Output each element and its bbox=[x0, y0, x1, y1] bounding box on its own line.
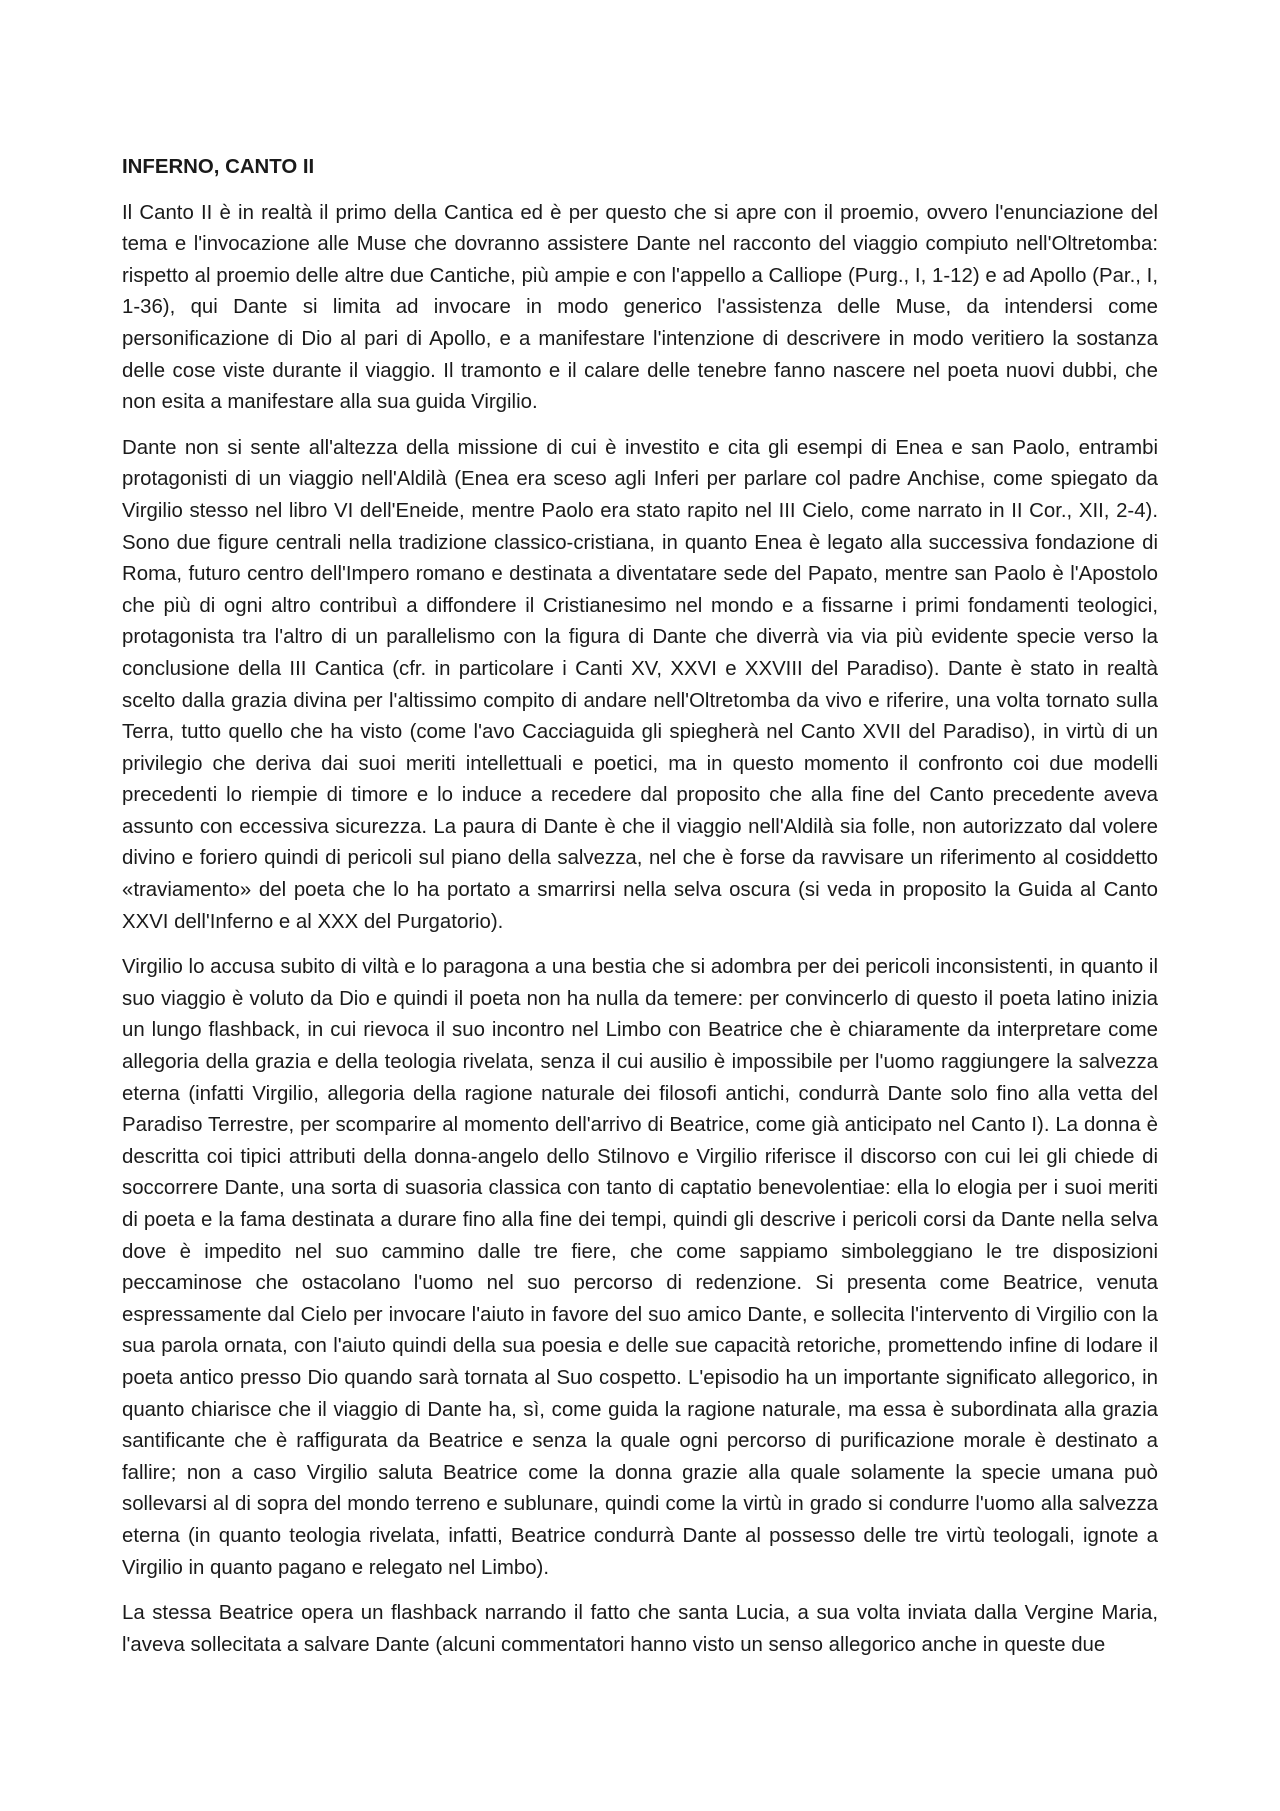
paragraph-2: Dante non si sente all'altezza della missione di cui è investito e cita gli esempi di Enea e san Paolo, entrambi protagonisti di un viaggio nell'Aldilà (Enea era sceso agli Inferi per parlare col padre Anchise, come spiegato da Virgilio stesso nel libro VI dell'Eneide, mentre Paolo era stato rapito nel III Cielo, come narrato in II Cor., XII, 2-4). Sono due figure centrali nella tradizione classico-cristiana, in quanto Enea è legato alla successiva fondazione di Roma, futuro centro dell'Impero romano e destinata a diventatare sede del Papato, mentre san Paolo è l'Apostolo che più di ogni altro contribuì a diffondere il Cristianesimo nel mondo e a fissarne i primi fondamenti teologici, protagonista tra l'altro di un parallelismo con la figura di Dante che diverrà via via più evidente specie verso la conclusione della III Cantica (cfr. in particolare i Canti XV, XXVI e XXVIII del Paradiso). Dante è stato in realtà scelto dalla grazia divina per l'altissimo compito di andare nell'Oltretomba da vivo e riferire, una volta tornato sulla Terra, tutto quello che ha visto (come l'avo Cacciaguida gli spiegherà nel Canto XVII del Paradiso), in virtù di un privilegio che deriva dai suoi meriti intellettuali e poetici, ma in questo momento il confronto coi due modelli precedenti lo riempie di timore e lo induce a recedere dal proposito che alla fine del Canto precedente aveva assunto con eccessiva sicurezza. La paura di Dante è che il viaggio nell'Aldilà sia folle, non autorizzato dal volere divino e foriero quindi di pericoli sul piano della salvezza, nel che è forse da ravvisare un riferimento al cosiddetto «traviamento» del poeta che lo ha portato a smarrirsi nella selva oscura (si veda in proposito la Guida al Canto XXVI dell'Inferno e al XXX del Purgatorio). bbox=[122, 436, 1158, 933]
paragraph-1: Il Canto II è in realtà il primo della Cantica ed è per questo che si apre con il proemio, ovvero l'enunciazione del tema e l'invocazione alle Muse che dovranno assistere Dante nel racconto del viaggio compiuto nell'Oltretomba: rispetto al proemio delle altre due Cantiche, più ampie e con l'appello a Calliope (Purg., I, 1-12) e ad Apollo (Par., I, 1-36), qui Dante si limita ad invocare in modo generico l'assistenza delle Muse, da intendersi come personificazione di Dio al pari di Apollo, e a manifestare l'intenzione di descrivere in modo veritiero la sostanza delle cose viste durante il viaggio. Il tramonto e il calare delle tenebre fanno nascere nel poeta nuovi dubbi, che non esita a manifestare alla sua guida Virgilio. bbox=[122, 201, 1158, 414]
paragraph-3: Virgilio lo accusa subito di viltà e lo paragona a una bestia che si adombra per dei pericoli inconsistenti, in quanto il suo viaggio è voluto da Dio e quindi il poeta non ha nulla da temere: per convincerlo di questo il poeta latino inizia un lungo flashback, in cui rievoca il suo incontro nel Limbo con Beatrice che è chiaramente da interpretare come allegoria della grazia e della teologia rivelata, senza il cui ausilio è impossibile per l'uomo raggiungere la salvezza eterna (infatti Virgilio, allegoria della ragione naturale dei filosofi antichi, condurrà Dante solo fino alla vetta del Paradiso Terrestre, per scomparire al momento dell'arrivo di Beatrice, come già anticipato nel Canto I). La donna è descritta coi tipici attributi della donna-angelo dello Stilnovo e Virgilio riferisce il discorso con cui lei gli chiede di soccorrere Dante, una sorta di suasoria classica con tanto di captatio benevolentiae: ella lo elogia per i suoi meriti di poeta e la fama destinata a durare fino alla fine dei tempi, quindi gli descrive i pericoli corsi da Dante nella selva dove è impedito nel suo cammino dalle tre fiere, che come sappiamo simboleggiano le tre disposizioni peccaminose che ostacolano l'uomo nel suo percorso di redenzione. Si presenta come Beatrice, venuta espressamente dal Cielo per invocare l'aiuto in favore del suo amico Dante, e sollecita l'intervento di Virgilio con la sua parola ornata, con l'aiuto quindi della sua poesia e delle sue capacità retoriche, promettendo infine di lodare il poeta antico presso Dio quando sarà tornata al Suo cospetto. L'episodio ha un importante significato allegorico, in quanto chiarisce che il viaggio di Dante ha, sì, come guida la ragione naturale, ma essa è subordinata alla grazia santificante che è raffigurata da Beatrice e senza la quale ogni percorso di purificazione morale è destinato a fallire; non a caso Virgilio saluta Beatrice come la donna grazie alla quale solamente la specie umana può sollevarsi al di sopra del mondo terreno e sublunare, quindi come la virtù in grado si condurre l'uomo alla salvezza eterna (in quanto teologia rivelata, infatti, Beatrice condurrà Dante al possesso delle tre virtù teologali, ignote a Virgilio in quanto pagano e relegato nel Limbo). bbox=[122, 956, 1158, 1579]
paragraph-4: La stessa Beatrice opera un flashback narrando il fatto che santa Lucia, a sua volta inviata dalla Vergine Maria, l'aveva sollecitata a salvare Dante (alcuni commentatori hanno visto un senso allegorico anche in queste due bbox=[122, 1602, 1158, 1656]
document-title: INFERNO, CANTO II bbox=[122, 156, 315, 178]
document-body bbox=[122, 152, 1158, 1661]
